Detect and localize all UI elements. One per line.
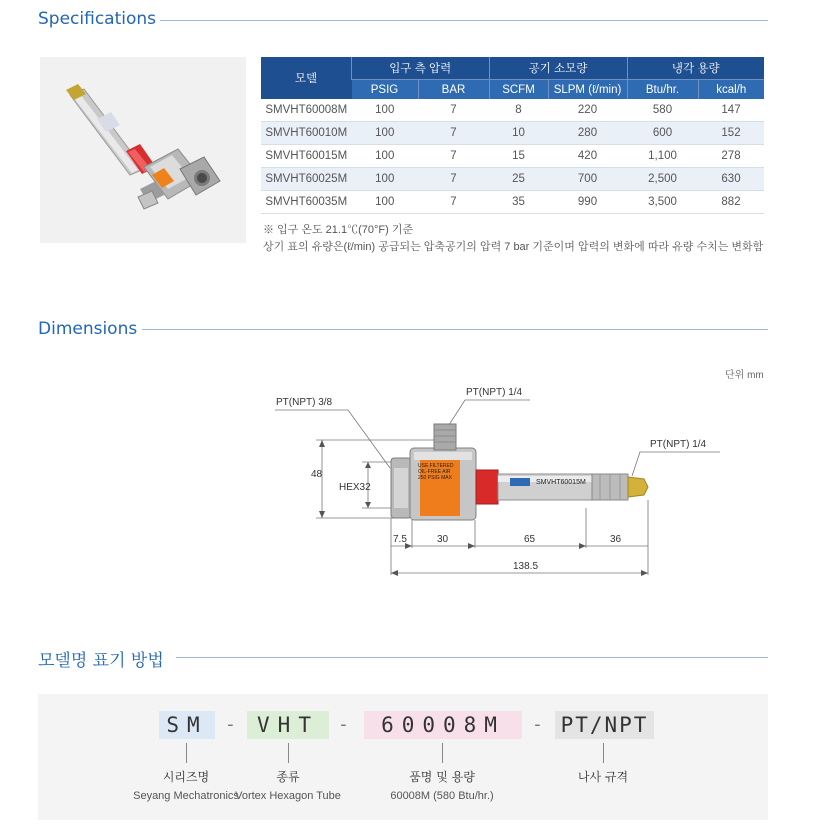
dim-d3: 65	[524, 534, 536, 545]
section-title-model-naming: 모델명 표기 방법	[38, 651, 164, 671]
port-right-label: PT(NPT) 1/4	[650, 439, 707, 450]
section-rule	[176, 657, 768, 658]
th-unit: SCFM	[489, 80, 548, 100]
section-title-specifications: Specifications	[38, 9, 157, 29]
cell: 700	[548, 168, 627, 191]
cell: 990	[577, 196, 598, 208]
code-separator: -	[338, 714, 349, 735]
unit-label: 단위 mm	[725, 370, 764, 381]
cell: 35	[512, 196, 525, 208]
dim-hex: HEX32	[339, 482, 371, 493]
cell: 147	[721, 104, 741, 116]
cell: 278	[721, 150, 741, 162]
cell: 100	[375, 196, 395, 208]
segment-label-en: 60008M (580 Btu/hr.)	[390, 790, 494, 802]
segment-label-ko: 종류	[276, 770, 300, 784]
cell: 280	[548, 122, 627, 145]
cell: 882	[721, 196, 741, 208]
code-segment-series: SM	[159, 711, 215, 739]
code-tick	[288, 743, 289, 763]
cell: 100	[352, 168, 419, 191]
cell: 420	[577, 150, 598, 162]
cell-model: SMVHT60015M	[265, 150, 348, 162]
leader-line	[275, 410, 390, 468]
dim-height: 48	[311, 469, 323, 480]
dim-d4: 36	[610, 534, 622, 545]
segment-label-en: Seyang Mechatronics	[133, 790, 239, 802]
cell: 100	[352, 122, 419, 145]
code-tick	[442, 743, 443, 763]
cell: 600	[627, 122, 698, 145]
segment-label-ko: 시리즈명	[162, 770, 210, 784]
cell: 7	[418, 122, 489, 145]
section-title-dimensions: Dimensions	[38, 319, 138, 339]
th-model: 모델	[261, 57, 352, 99]
cell-model: SMVHT60035M	[265, 196, 348, 208]
th-unit: Btu/hr.	[627, 80, 698, 100]
dim-d2: 30	[437, 534, 449, 545]
leader-line	[447, 400, 530, 428]
th-unit: SLPM (ℓ/min)	[548, 80, 627, 100]
cell: 2,500	[627, 168, 698, 191]
th-unit: BAR	[418, 80, 489, 100]
code-tick	[186, 743, 187, 763]
dim-d1: 7.5	[393, 534, 407, 545]
body-label-line: USE FILTERED	[418, 463, 454, 469]
segment-label-ko: 품명 및 용량	[409, 770, 475, 784]
cell: 152	[698, 122, 764, 145]
segment-label-en: Vortex Hexagon Tube	[235, 790, 341, 802]
note-flow: 상기 표의 유량은(ℓ/min) 공급되는 압축공기의 압력 7 bar 기준이며 압력의 변화에 따라 유량 수치는 변화함	[263, 241, 764, 253]
th-group-inlet: 입구 측 압력	[352, 57, 490, 80]
cell: 220	[577, 104, 598, 116]
cell: 7	[450, 104, 457, 116]
code-separator: -	[225, 714, 236, 735]
cell: 1,100	[648, 150, 677, 162]
cell: 25	[489, 168, 548, 191]
cell-model: SMVHT60010M	[261, 122, 352, 145]
code-segment-capacity: 60008M	[364, 711, 522, 739]
th-unit: kcal/h	[698, 80, 764, 100]
dim-total: 138.5	[513, 561, 539, 572]
port-left-label: PT(NPT) 3/8	[276, 397, 333, 408]
th-unit: PSIG	[352, 80, 419, 100]
code-separator: -	[532, 714, 543, 735]
body-label-line: OIL-FREE AIR	[418, 469, 451, 475]
cell: 3,500	[648, 196, 677, 208]
tube-label: SMVHT60015M	[536, 479, 586, 486]
cell-model: SMVHT60025M	[261, 168, 352, 191]
th-group-air: 공기 소모량	[489, 57, 627, 80]
cell: 630	[698, 168, 764, 191]
cell: 10	[489, 122, 548, 145]
leader-line	[632, 452, 720, 476]
body-label	[418, 463, 453, 481]
segment-label-ko: 나사 규격	[577, 770, 629, 784]
cell: 7	[450, 150, 457, 162]
cell: 7	[450, 196, 457, 208]
cell: 7	[418, 168, 489, 191]
code-tick	[603, 743, 604, 763]
cell: 8	[515, 104, 522, 116]
cell-model: SMVHT60008M	[265, 104, 348, 116]
code-segment-thread: PT/NPT	[555, 711, 654, 739]
cell: 100	[375, 104, 395, 116]
cell: 100	[375, 150, 395, 162]
th-group-cooling: 냉각 용량	[627, 57, 764, 80]
cell: 15	[512, 150, 525, 162]
code-segment-type: VHT	[247, 711, 329, 739]
port-top-label: PT(NPT) 1/4	[466, 387, 523, 398]
cell: 580	[652, 104, 673, 116]
body-label-line: 250 PSIG MAX	[418, 475, 452, 481]
note-temperature: ※ 입구 온도 21.1℃(70°F) 기준	[263, 224, 414, 236]
